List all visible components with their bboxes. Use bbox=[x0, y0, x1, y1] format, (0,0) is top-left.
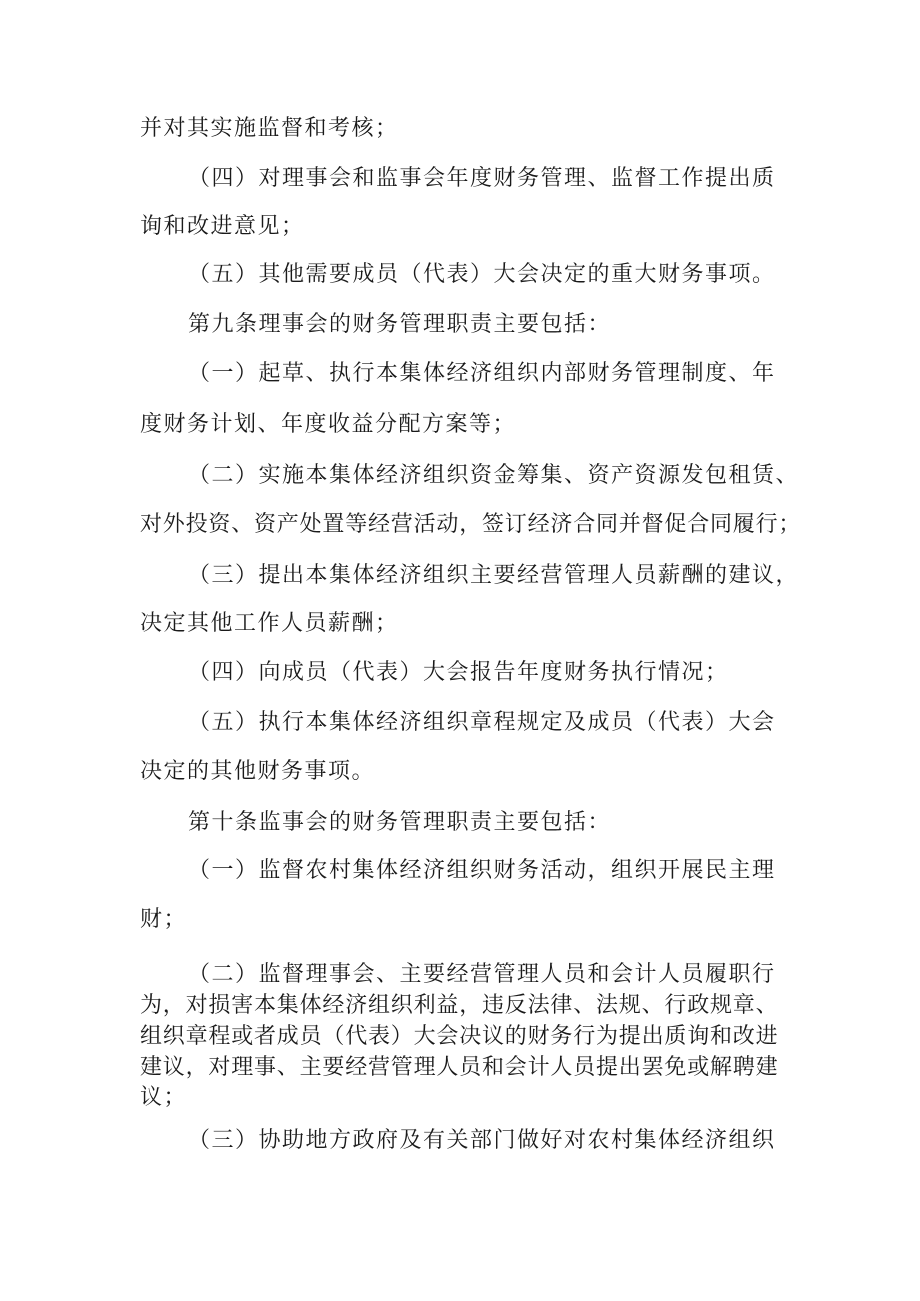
text-line-10: （三）提出本集体经济组织主要经营管理人员薪酬的建议， bbox=[188, 563, 800, 588]
text-line-12: （四）向成员（代表）大会报告年度财务执行情况； bbox=[188, 660, 729, 685]
text-line-16: （一）监督农村集体经济组织财务活动，组织开展民主理 bbox=[188, 858, 776, 883]
article-10-heading: 第十条监事会的财务管理职责主要包括： bbox=[188, 810, 612, 835]
text-line-18: （二）监督理事会、主要经营管理人员和会计人员履职行 bbox=[188, 962, 776, 987]
text-line-6: （一）起草、执行本集体经济组织内部财务管理制度、年 bbox=[188, 361, 776, 386]
text-line-1: 并对其实施监督和考核； bbox=[140, 116, 399, 141]
text-line-7: 度财务计划、年度收益分配方案等； bbox=[140, 412, 517, 437]
text-line-3: 询和改进意见； bbox=[140, 214, 305, 239]
text-line-2: （四）对理事会和监事会年度财务管理、监督工作提出质 bbox=[188, 166, 776, 191]
article-9-heading: 第九条理事会的财务管理职责主要包括： bbox=[188, 312, 612, 337]
text-line-8: （二）实施本集体经济组织资金筹集、资产资源发包租赁、 bbox=[188, 463, 800, 488]
text-line-4: （五）其他需要成员（代表）大会决定的重大财务事项。 bbox=[188, 262, 776, 287]
text-line-21: 建议，对理事、主要经营管理人员和会计人员提出罢免或解聘建 bbox=[140, 1055, 779, 1080]
text-line-13: （五）执行本集体经济组织章程规定及成员（代表）大会 bbox=[188, 710, 776, 735]
text-line-14: 决定的其他财务事项。 bbox=[140, 759, 376, 784]
text-line-9: 对外投资、资产处置等经营活动，签订经济合同并督促合同履行； bbox=[140, 512, 802, 537]
text-line-19: 为，对损害本集体经济组织利益，违反法律、法规、行政规章、 bbox=[140, 993, 779, 1018]
text-line-23: （三）协助地方政府及有关部门做好对农村集体经济组织 bbox=[188, 1128, 776, 1153]
text-line-11: 决定其他工作人员薪酬； bbox=[140, 611, 399, 636]
text-line-22: 议； bbox=[140, 1085, 188, 1110]
text-line-20: 组织章程或者成员（代表）大会决议的财务行为提出质询和改进 bbox=[140, 1024, 779, 1049]
text-line-17: 财； bbox=[140, 907, 188, 932]
